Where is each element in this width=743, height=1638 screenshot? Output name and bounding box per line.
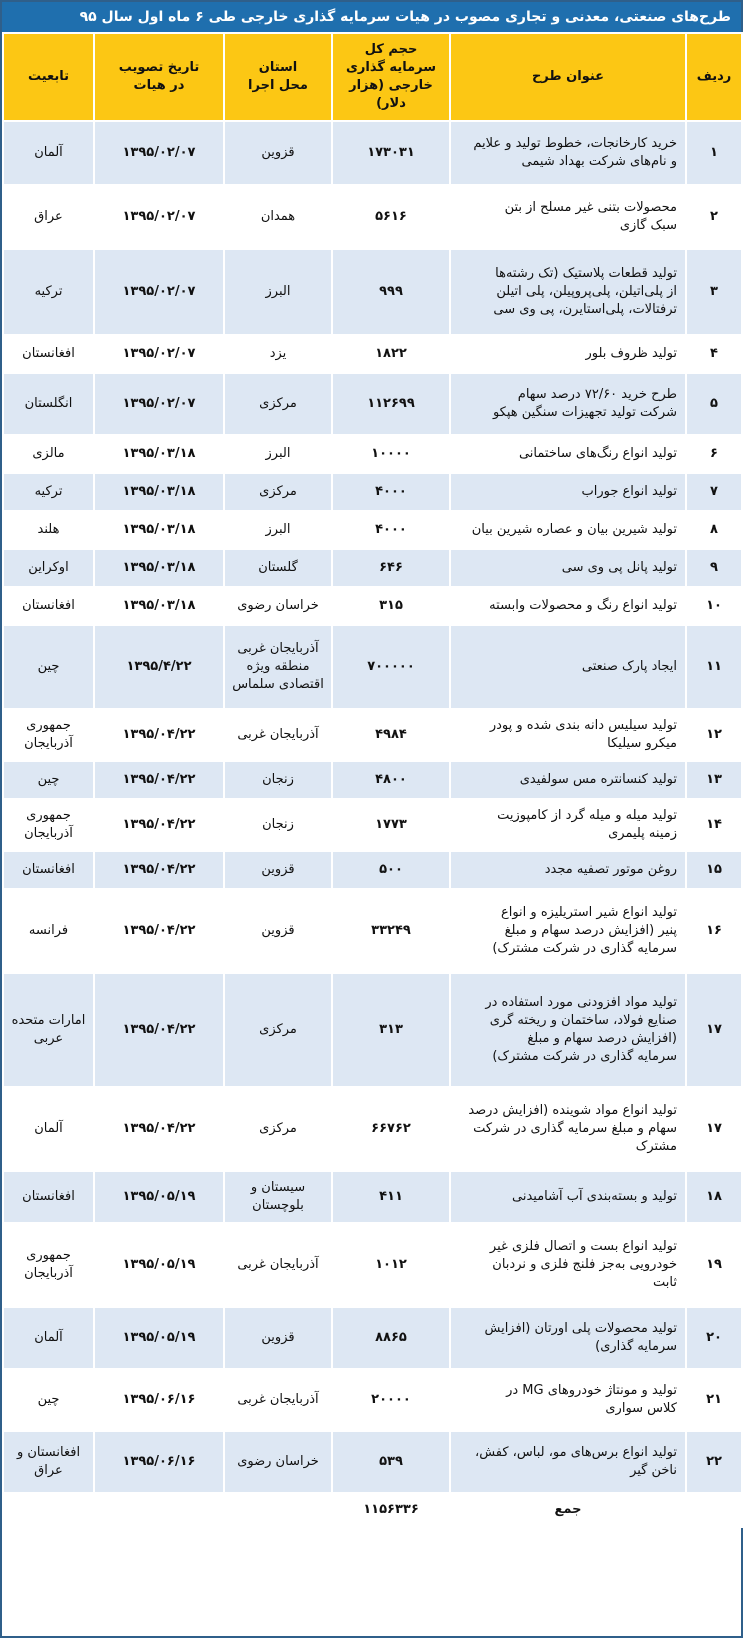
cell-nationality: افغانستان (3, 587, 94, 625)
table-row (3, 1369, 742, 1431)
table-row (3, 1171, 742, 1223)
cell-investment-amount: ۴۹۸۴ (332, 709, 450, 761)
cell-investment-amount: ۱۷۷۳ (332, 799, 450, 851)
cell-province: آذربایجان غربی (224, 1223, 332, 1307)
cell-province: خراسان رضوی (224, 587, 332, 625)
header-nationality: تابعیت (3, 33, 94, 121)
cell-project-title: تولید مواد افزودنی مورد استفاده در صنایع فولاد، ساختمان و ریخته گری (افزایش درصد سهام و مبلغ سرمایه گذاری در شرکت مشترک) (450, 973, 686, 1087)
cell-province: مرکزی (224, 973, 332, 1087)
cell-investment-amount: ۲۰۰۰۰ (332, 1369, 450, 1431)
cell-project-title: تولید و مونتاژ خودروهای MG در کلاس سواری (450, 1369, 686, 1431)
cell-province: همدان (224, 185, 332, 249)
cell-row-number: ۹ (686, 549, 742, 587)
cell-project-title: تولید میله و میله گرد از کامپوزیت زمینه پلیمری (450, 799, 686, 851)
cell-approval-date: ۱۳۹۵/۰۵/۱۹ (94, 1171, 224, 1223)
cell-row-number: ۴ (686, 335, 742, 373)
cell-nationality: آلمان (3, 121, 94, 185)
cell-row-number: ۱۹ (686, 1223, 742, 1307)
cell-project-title: خرید کارخانجات، خطوط تولید و علایم و نام‌های شرکت بهداد شیمی (450, 121, 686, 185)
total-blank (224, 1493, 332, 1527)
cell-row-number: ۱۷ (686, 973, 742, 1087)
table-row (3, 587, 742, 625)
cell-project-title: تولید انواع بست و اتصال فلزی غیر خودرویی به‌جز فلنج فلزی و نردبان ثابت (450, 1223, 686, 1307)
cell-nationality: چین (3, 625, 94, 709)
cell-project-title: تولید شیرین بیان و عصاره شیرین بیان (450, 511, 686, 549)
cell-row-number: ۱۰ (686, 587, 742, 625)
cell-province: قزوین (224, 851, 332, 889)
cell-approval-date: ۱۳۹۵/۰۳/۱۸ (94, 435, 224, 473)
cell-province: زنجان (224, 799, 332, 851)
cell-nationality: چین (3, 761, 94, 799)
cell-approval-date: ۱۳۹۵/۰۲/۰۷ (94, 121, 224, 185)
table-title: طرح‌های صنعتی، معدنی و تجاری مصوب در هیات سرمایه گذاری خارجی طی ۶ ماه اول سال ۹۵ (2, 2, 741, 32)
cell-project-title: طرح خرید ۷۲/۶۰ درصد سهام شرکت تولید تجهیزات سنگین هپکو (450, 373, 686, 435)
cell-investment-amount: ۶۴۶ (332, 549, 450, 587)
cell-approval-date: ۱۳۹۵/۰۴/۲۲ (94, 973, 224, 1087)
cell-nationality: چین (3, 1369, 94, 1431)
header-row (3, 33, 742, 121)
cell-project-title: تولید انواع جوراب (450, 473, 686, 511)
cell-province: یزد (224, 335, 332, 373)
cell-project-title: ایجاد پارک صنعتی (450, 625, 686, 709)
table-row (3, 335, 742, 373)
table-row (3, 249, 742, 335)
header-province: استان محل اجرا (224, 33, 332, 121)
cell-nationality: افغانستان (3, 1171, 94, 1223)
header-project-title: عنوان طرح (450, 33, 686, 121)
cell-province: مرکزی (224, 1087, 332, 1171)
cell-project-title: تولید انواع برس‌های مو، لباس، کفش، ناخن گیر (450, 1431, 686, 1493)
table-row (3, 851, 742, 889)
cell-project-title: تولید کنسانتره مس سولفیدی (450, 761, 686, 799)
cell-province: قزوین (224, 1307, 332, 1369)
table-row (3, 121, 742, 185)
cell-province: سیستان و بلوچستان (224, 1171, 332, 1223)
cell-project-title: تولید قطعات پلاستیک (تک رشته‌ها از پلی‌اتیلن، پلی‌پروپیلن، پلی اتیلن ترفتالات، پلی‌استایرن، پی وی سی (450, 249, 686, 335)
table-row (3, 1431, 742, 1493)
cell-approval-date: ۱۳۹۵/۰۲/۰۷ (94, 335, 224, 373)
cell-nationality: فرانسه (3, 889, 94, 973)
cell-approval-date: ۱۳۹۵/۴/۲۲ (94, 625, 224, 709)
cell-row-number: ۲۲ (686, 1431, 742, 1493)
cell-nationality: امارات متحده عربی (3, 973, 94, 1087)
cell-approval-date: ۱۳۹۵/۰۳/۱۸ (94, 549, 224, 587)
table-row (3, 709, 742, 761)
cell-row-number: ۱۸ (686, 1171, 742, 1223)
cell-project-title: تولید محصولات پلی اورتان (افزایش سرمایه گذاری) (450, 1307, 686, 1369)
header-row-number: ردیف (686, 33, 742, 121)
cell-row-number: ۱۴ (686, 799, 742, 851)
cell-row-number: ۱۵ (686, 851, 742, 889)
cell-investment-amount: ۸۸۶۵ (332, 1307, 450, 1369)
cell-approval-date: ۱۳۹۵/۰۴/۲۲ (94, 709, 224, 761)
cell-project-title: تولید ظروف بلور (450, 335, 686, 373)
cell-nationality: جمهوری آذربایجان (3, 709, 94, 761)
cell-approval-date: ۱۳۹۵/۰۲/۰۷ (94, 185, 224, 249)
cell-row-number: ۲ (686, 185, 742, 249)
header-investment-amount: حجم کل سرمایه گذاری خارجی (هزار دلار) (332, 33, 450, 121)
cell-province: البرز (224, 511, 332, 549)
cell-project-title: تولید انواع رنگ‌های ساختمانی (450, 435, 686, 473)
cell-nationality: ترکیه (3, 473, 94, 511)
table-row (3, 799, 742, 851)
table-row (3, 889, 742, 973)
cell-nationality: اوکراین (3, 549, 94, 587)
cell-row-number: ۱۲ (686, 709, 742, 761)
cell-row-number: ۱ (686, 121, 742, 185)
cell-nationality: جمهوری آذربایجان (3, 799, 94, 851)
cell-investment-amount: ۳۳۲۴۹ (332, 889, 450, 973)
total-row (3, 1493, 742, 1527)
table-row (3, 435, 742, 473)
table-row (3, 185, 742, 249)
cell-project-title: تولید انواع شیر استریلیزه و انواع پنیر (افزایش درصد سهام و مبلغ سرمایه گذاری در شرکت مشترک) (450, 889, 686, 973)
cell-project-title: محصولات بتنی غیر مسلح از بتن سبک گازی (450, 185, 686, 249)
cell-approval-date: ۱۳۹۵/۰۴/۲۲ (94, 761, 224, 799)
table-row (3, 1307, 742, 1369)
cell-investment-amount: ۳۱۳ (332, 973, 450, 1087)
cell-row-number: ۱۱ (686, 625, 742, 709)
cell-investment-amount: ۱۷۳۰۳۱ (332, 121, 450, 185)
cell-approval-date: ۱۳۹۵/۰۴/۲۲ (94, 889, 224, 973)
total-value: ۱۱۵۶۳۳۶ (332, 1493, 450, 1527)
cell-nationality: عراق (3, 185, 94, 249)
cell-investment-amount: ۴۰۰۰ (332, 511, 450, 549)
cell-approval-date: ۱۳۹۵/۰۶/۱۶ (94, 1369, 224, 1431)
cell-approval-date: ۱۳۹۵/۰۲/۰۷ (94, 249, 224, 335)
total-blank (3, 1493, 94, 1527)
cell-row-number: ۷ (686, 473, 742, 511)
cell-nationality: افغانستان (3, 335, 94, 373)
cell-approval-date: ۱۳۹۵/۰۶/۱۶ (94, 1431, 224, 1493)
cell-nationality: جمهوری آذربایجان (3, 1223, 94, 1307)
cell-investment-amount: ۱۰۰۰۰ (332, 435, 450, 473)
header-approval-date: تاریخ تصویب در هیات (94, 33, 224, 121)
cell-approval-date: ۱۳۹۵/۰۳/۱۸ (94, 587, 224, 625)
cell-province: آذربایجان غربی منطقه ویژه اقتصادی سلماس (224, 625, 332, 709)
cell-investment-amount: ۱۰۱۲ (332, 1223, 450, 1307)
projects-table (2, 32, 743, 1528)
cell-nationality: آلمان (3, 1087, 94, 1171)
cell-province: مرکزی (224, 473, 332, 511)
cell-approval-date: ۱۳۹۵/۰۳/۱۸ (94, 473, 224, 511)
cell-row-number: ۶ (686, 435, 742, 473)
cell-row-number: ۲۰ (686, 1307, 742, 1369)
cell-project-title: تولید انواع مواد شوینده (افزایش درصد سهام و مبلغ سرمایه گذاری در شرکت مشترک (450, 1087, 686, 1171)
cell-province: خراسان رضوی (224, 1431, 332, 1493)
cell-investment-amount: ۴۸۰۰ (332, 761, 450, 799)
table-row (3, 473, 742, 511)
total-blank (686, 1493, 742, 1527)
table-row (3, 373, 742, 435)
cell-project-title: تولید سیلیس دانه بندی شده و پودر میکرو سیلیکا (450, 709, 686, 761)
table-row (3, 511, 742, 549)
cell-approval-date: ۱۳۹۵/۰۴/۲۲ (94, 1087, 224, 1171)
total-blank (94, 1493, 224, 1527)
cell-approval-date: ۱۳۹۵/۰۲/۰۷ (94, 373, 224, 435)
cell-investment-amount: ۷۰۰۰۰۰ (332, 625, 450, 709)
cell-investment-amount: ۹۹۹ (332, 249, 450, 335)
cell-province: قزوین (224, 121, 332, 185)
cell-investment-amount: ۶۶۷۶۲ (332, 1087, 450, 1171)
cell-investment-amount: ۴۱۱ (332, 1171, 450, 1223)
cell-province: گلستان (224, 549, 332, 587)
cell-investment-amount: ۵۳۹ (332, 1431, 450, 1493)
cell-row-number: ۵ (686, 373, 742, 435)
cell-nationality: انگلستان (3, 373, 94, 435)
cell-nationality: افغانستان (3, 851, 94, 889)
cell-project-title: روغن موتور تصفیه مجدد (450, 851, 686, 889)
cell-province: زنجان (224, 761, 332, 799)
cell-investment-amount: ۵۰۰ (332, 851, 450, 889)
cell-row-number: ۸ (686, 511, 742, 549)
cell-province: البرز (224, 249, 332, 335)
cell-project-title: تولید و بسته‌بندی آب آشامیدنی (450, 1171, 686, 1223)
cell-row-number: ۱۶ (686, 889, 742, 973)
cell-approval-date: ۱۳۹۵/۰۴/۲۲ (94, 851, 224, 889)
cell-province: آذربایجان غربی (224, 1369, 332, 1431)
cell-row-number: ۱۷ (686, 1087, 742, 1171)
cell-approval-date: ۱۳۹۵/۰۵/۱۹ (94, 1307, 224, 1369)
cell-investment-amount: ۵۶۱۶ (332, 185, 450, 249)
cell-project-title: تولید انواع رنگ و محصولات وابسته (450, 587, 686, 625)
cell-nationality: مالزی (3, 435, 94, 473)
table-row (3, 1087, 742, 1171)
cell-nationality: افغانستان و عراق (3, 1431, 94, 1493)
cell-project-title: تولید پانل پی وی سی (450, 549, 686, 587)
cell-row-number: ۳ (686, 249, 742, 335)
table-row (3, 549, 742, 587)
cell-investment-amount: ۴۰۰۰ (332, 473, 450, 511)
cell-investment-amount: ۱۱۲۶۹۹ (332, 373, 450, 435)
table-row (3, 973, 742, 1087)
table-row (3, 761, 742, 799)
total-label: جمع (450, 1493, 686, 1527)
cell-nationality: ترکیه (3, 249, 94, 335)
cell-row-number: ۲۱ (686, 1369, 742, 1431)
cell-province: البرز (224, 435, 332, 473)
cell-approval-date: ۱۳۹۵/۰۴/۲۲ (94, 799, 224, 851)
cell-nationality: هلند (3, 511, 94, 549)
cell-row-number: ۱۳ (686, 761, 742, 799)
cell-province: آذربایجان غربی (224, 709, 332, 761)
cell-investment-amount: ۳۱۵ (332, 587, 450, 625)
cell-approval-date: ۱۳۹۵/۰۵/۱۹ (94, 1223, 224, 1307)
cell-nationality: آلمان (3, 1307, 94, 1369)
cell-province: مرکزی (224, 373, 332, 435)
cell-investment-amount: ۱۸۲۲ (332, 335, 450, 373)
cell-approval-date: ۱۳۹۵/۰۳/۱۸ (94, 511, 224, 549)
table-row (3, 625, 742, 709)
cell-province: قزوین (224, 889, 332, 973)
table-row (3, 1223, 742, 1307)
